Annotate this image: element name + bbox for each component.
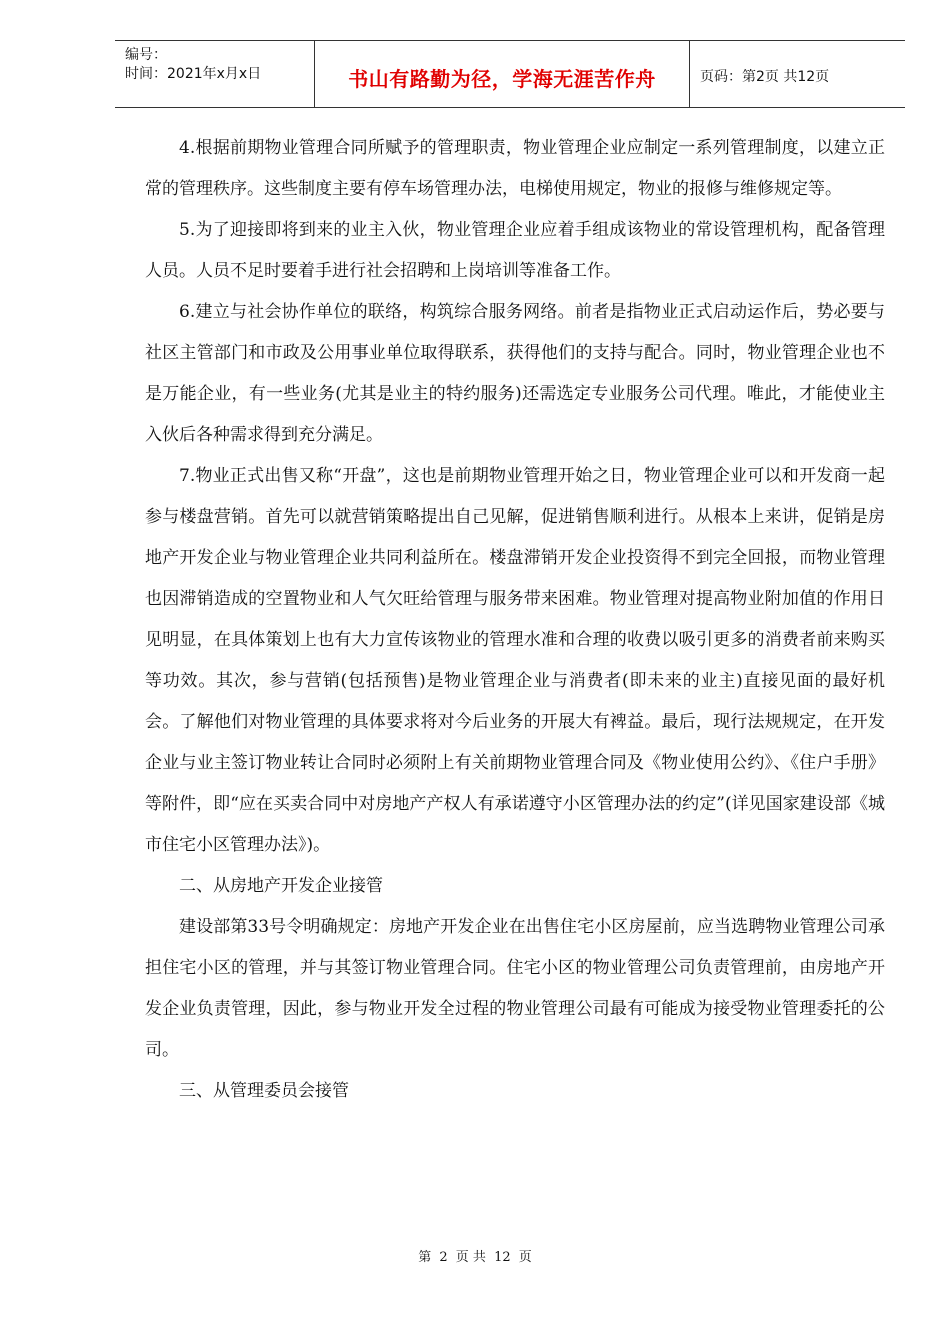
paragraph-7: 7.物业正式出售又称“开盘”，这也是前期物业管理开始之日，物业管理企业可以和开发商一起参与楼盘营销。首先可以就营销策略提出自己见解，促进销售顺利进行。从根本上来讲，促销是房地产开发企业与物业管理企业共同利益所在。楼盘滞销开发企业投资得不到完全回报，而物业管理也因滞销造成的空置物业和人气欠旺给管理与服务带来困难。物业管理对提高物业附加值的作用日见明显，在具体策划上也有大力宣传该物业的管理水准和合理的收费以吸引更多的消费者前来购买等功效。其次，参与营销(包括预售)是物业管理企业与消费者(即未来的业主)直接见面的最好机会。了解他们对物业管理的具体要求将对今后业务的开展大有裨益。最后，现行法规规定，在开发企业与业主签订物业转让合同时必须附上有关前期物业管理合同及《物业使用公约》、《住户手册》等附件，即“应在买卖合同中对房地产产权人有承诺遵守小区管理办法的约定”(详见国家建设部《城市住宅小区管理办法》)。	[145, 466, 885, 855]
section-heading-2: 二、从房地产开发企业接管	[179, 876, 383, 896]
document-number-label: 编号：	[125, 47, 167, 63]
header-page-cell	[690, 41, 905, 107]
footer-total-pages: 12	[494, 1250, 511, 1265]
footer-prefix: 第	[418, 1250, 432, 1265]
document-time-label: 时间：2021年x月x日	[125, 66, 262, 82]
page-footer	[0, 1246, 950, 1265]
header-motto-cell	[315, 41, 690, 107]
header-meta	[115, 41, 315, 107]
header-page-number: 页码：第2页 共12页	[700, 69, 830, 85]
footer-suffix: 页	[518, 1250, 532, 1265]
paragraph-5: 5.为了迎接即将到来的业主入伙，物业管理企业应着手组成该物业的常设管理机构，配备管理人员。人员不足时要着手进行社会招聘和上岗培训等准备工作。	[145, 220, 885, 281]
footer-current-page: 2	[439, 1250, 448, 1265]
document-body	[145, 128, 885, 1112]
document-header	[115, 40, 905, 108]
paragraph-6: 6.建立与社会协作单位的联络，构筑综合服务网络。前者是指物业正式启动运作后，势必要与社区主管部门和市政及公用事业单位取得联系，获得他们的支持与配合。同时，物业管理企业也不是万能企业，有一些业务(尤其是业主的特约服务)还需选定专业服务公司代理。唯此，才能使业主入伙后各种需求得到充分满足。	[145, 302, 885, 445]
paragraph-4: 4.根据前期物业管理合同所赋予的管理职责，物业管理企业应制定一系列管理制度，以建立正常的管理秩序。这些制度主要有停车场管理办法，电梯使用规定，物业的报修与维修规定等。	[145, 138, 885, 199]
section-heading-3: 三、从管理委员会接管	[179, 1081, 349, 1101]
paragraph-section-2: 建设部第33号令明确规定：房地产开发企业在出售住宅小区房屋前，应当选聘物业管理公司承担住宅小区的管理，并与其签订物业管理合同。住宅小区的物业管理公司负责管理前，由房地产开发企业负责管理，因此，参与物业开发全过程的物业管理公司最有可能成为接受物业管理委托的公司。	[145, 917, 885, 1060]
footer-middle: 页 共	[455, 1250, 486, 1265]
header-motto: 书山有路勤为径，学海无涯苦作舟	[348, 67, 656, 91]
